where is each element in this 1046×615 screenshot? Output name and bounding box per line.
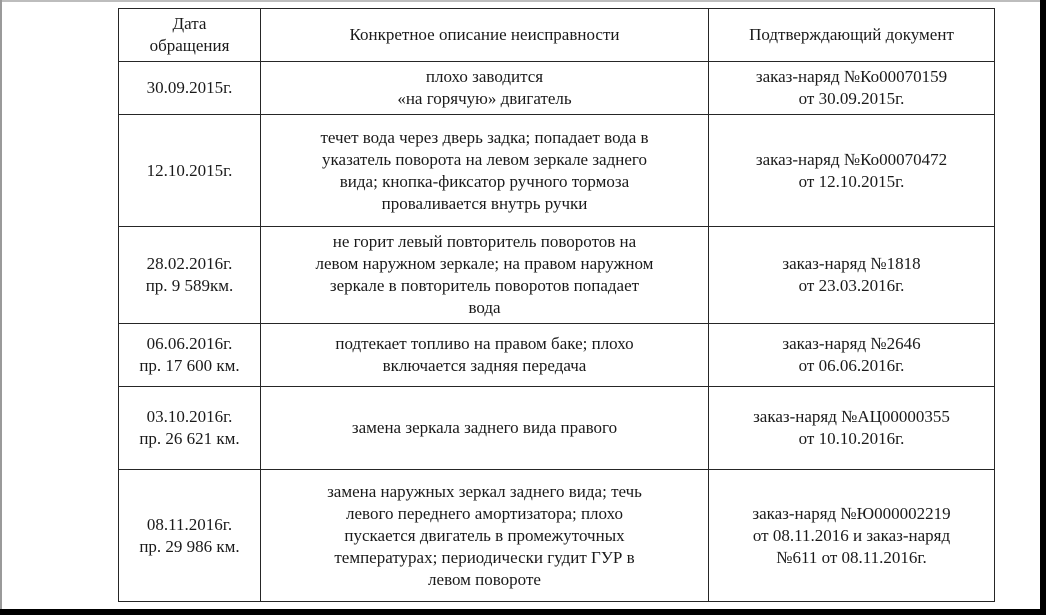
- cell-document-line: от 30.09.2015г.: [798, 89, 905, 108]
- cell-date-line: 30.09.2015г.: [146, 78, 233, 97]
- cell-description-line: включается задняя передача: [382, 356, 587, 375]
- cell-date: [119, 62, 261, 115]
- cell-document-line: от 12.10.2015г.: [798, 171, 905, 191]
- cell-date: [119, 387, 261, 470]
- cell-description-line: замена наружных зеркал заднего вида; течь: [327, 481, 642, 501]
- cell-date-line: 12.10.2015г.: [146, 160, 233, 180]
- cell-date-line: пр. 26 621 км.: [139, 429, 240, 448]
- cell-date-line: пр. 29 986 км.: [139, 536, 240, 556]
- repairs-table: [118, 8, 995, 602]
- cell-date-line: 28.02.2016г.: [146, 254, 233, 273]
- cell-description-line: температурах; периодически гудит ГУР в: [334, 547, 635, 567]
- scan-edge-bottom: [0, 609, 1046, 615]
- cell-date: [119, 227, 261, 324]
- cell-date-line: 08.11.2016г.: [146, 514, 233, 534]
- cell-document-line: от 06.06.2016г.: [798, 356, 905, 375]
- cell-description-line: проваливается внутрь ручки: [381, 193, 588, 213]
- table-row: [119, 115, 995, 227]
- cell-description-line: подтекает топливо на правом баке; плохо: [335, 334, 634, 353]
- cell-description-line: вода: [468, 298, 501, 317]
- cell-document-line: от 08.11.2016 и заказ-наряд: [752, 525, 951, 545]
- cell-description-line: зеркале в повторитель поворотов попадает: [329, 276, 640, 295]
- table-row: [119, 387, 995, 470]
- cell-date: [119, 115, 261, 227]
- cell-description: [261, 115, 709, 227]
- cell-document-line: заказ-наряд №Ко00070159: [755, 67, 948, 86]
- cell-description-line: замена зеркала заднего вида правого: [351, 418, 618, 437]
- cell-date-line: 03.10.2016г.: [146, 407, 233, 426]
- table-header-row: [119, 9, 995, 62]
- cell-description-line: левом повороте: [428, 569, 541, 589]
- header-description: Конкретное описание неисправности: [261, 9, 709, 62]
- cell-description: [261, 387, 709, 470]
- table-body: [119, 62, 995, 602]
- cell-document-line: заказ-наряд №АЦ00000355: [753, 407, 950, 426]
- table-row: [119, 324, 995, 387]
- cell-description: [261, 470, 709, 602]
- header-document: Подтверждающий документ: [709, 9, 995, 62]
- cell-document: [709, 62, 995, 115]
- scan-edge-right: [1040, 0, 1046, 615]
- cell-description: [261, 227, 709, 324]
- table-row: [119, 470, 995, 602]
- cell-document-line: заказ-наряд №Ю000002219: [752, 503, 951, 523]
- cell-document: [709, 470, 995, 602]
- scan-edge-top: [0, 0, 1046, 2]
- cell-description-line: течет вода через дверь задка; попадает вода в: [320, 127, 649, 147]
- cell-description-line: пускается двигатель в промежуточных: [344, 525, 625, 545]
- table-row: [119, 227, 995, 324]
- cell-date: [119, 324, 261, 387]
- cell-document: [709, 115, 995, 227]
- cell-document: [709, 227, 995, 324]
- cell-document: [709, 387, 995, 470]
- cell-document-line: от 23.03.2016г.: [798, 276, 905, 295]
- cell-description-line: указатель поворота на левом зеркале заднего: [322, 149, 647, 169]
- cell-description-line: левом наружном зеркале; на правом наружном: [315, 254, 654, 273]
- cell-date-line: 06.06.2016г.: [146, 334, 233, 353]
- cell-document-line: заказ-наряд №1818: [782, 254, 921, 273]
- header-date-line: Дата: [172, 14, 207, 33]
- cell-document-line: №611 от 08.11.2016г.: [776, 547, 927, 567]
- cell-document-line: от 10.10.2016г.: [798, 429, 905, 448]
- table-row: [119, 62, 995, 115]
- scan-edge-left: [0, 0, 2, 615]
- cell-document-line: заказ-наряд №2646: [782, 334, 921, 353]
- cell-description: [261, 324, 709, 387]
- cell-description-line: вида; кнопка-фиксатор ручного тормоза: [339, 171, 630, 191]
- cell-document-line: заказ-наряд №Ко00070472: [755, 149, 948, 169]
- cell-description-line: плохо заводится: [425, 67, 544, 86]
- header-date-line: обращения: [149, 36, 230, 55]
- cell-description-line: «на горячую» двигатель: [397, 89, 572, 108]
- cell-description-line: левого переднего амортизатора; плохо: [346, 503, 623, 523]
- cell-document: [709, 324, 995, 387]
- header-date: [119, 9, 261, 62]
- cell-date-line: пр. 9 589км.: [145, 276, 234, 295]
- cell-date-line: пр. 17 600 км.: [139, 356, 240, 375]
- cell-description: [261, 62, 709, 115]
- cell-date: [119, 470, 261, 602]
- cell-description-line: не горит левый повторитель поворотов на: [332, 232, 637, 251]
